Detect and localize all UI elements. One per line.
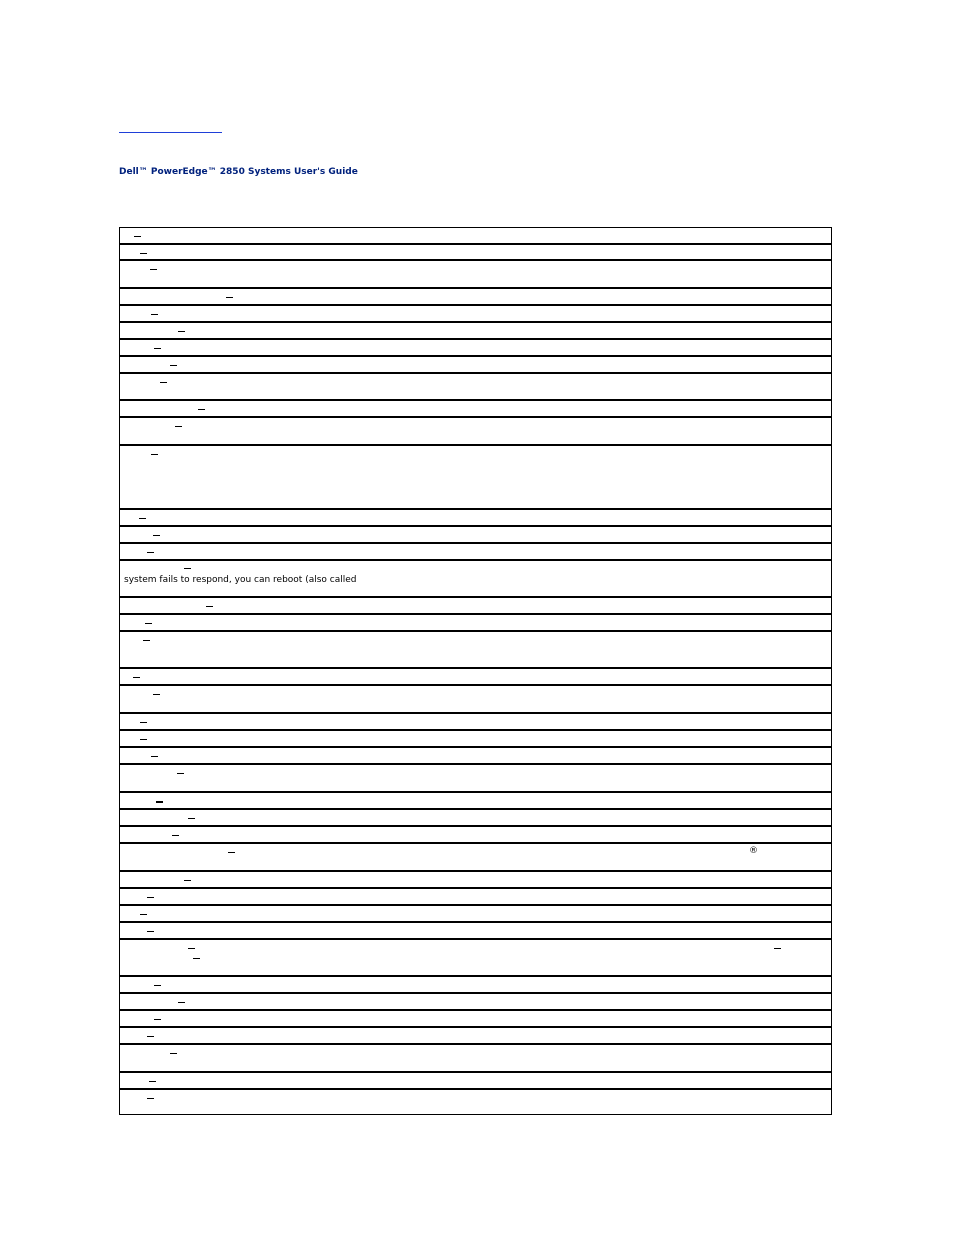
term-dash — [147, 1098, 154, 1099]
glossary-row — [120, 1045, 831, 1073]
term-dash — [172, 835, 179, 836]
term-dash — [140, 914, 147, 915]
glossary-row — [120, 748, 831, 765]
back-to-contents-link[interactable] — [119, 118, 222, 133]
term-dash — [140, 739, 147, 740]
term-dash — [151, 454, 158, 455]
glossary-row — [120, 872, 831, 889]
term-dash — [147, 931, 154, 932]
glossary-row — [120, 561, 831, 598]
term-dash — [178, 331, 185, 332]
glossary-row — [120, 1090, 831, 1115]
glossary-row — [120, 923, 831, 940]
glossary-row — [120, 844, 831, 872]
glossary-row — [120, 598, 831, 615]
glossary-table — [119, 227, 832, 1115]
glossary-row — [120, 669, 831, 686]
glossary-row — [120, 1028, 831, 1045]
glossary-row — [120, 632, 831, 669]
glossary-row — [120, 306, 831, 323]
glossary-row — [120, 793, 831, 810]
term-dash — [160, 382, 167, 383]
term-dash — [156, 801, 163, 803]
term-dash — [147, 897, 154, 898]
term-dash — [154, 1019, 161, 1020]
term-dash — [147, 1036, 154, 1037]
glossary-row — [120, 446, 831, 510]
term-dash — [143, 640, 150, 641]
glossary-row — [120, 340, 831, 357]
term-dash — [170, 1053, 177, 1054]
glossary-row — [120, 810, 831, 827]
term-dash — [188, 818, 195, 819]
glossary-row — [120, 906, 831, 923]
glossary-row — [120, 289, 831, 306]
term-dash — [206, 606, 213, 607]
glossary-row — [120, 714, 831, 731]
glossary-row — [120, 615, 831, 632]
term-dash — [188, 948, 195, 949]
term-dash — [134, 236, 141, 237]
term-dash — [151, 756, 158, 757]
glossary-row — [120, 827, 831, 844]
glossary-row — [120, 323, 831, 340]
guide-title: Dell™ PowerEdge™ 2850 Systems User's Guide — [119, 167, 358, 177]
term-dash — [175, 426, 182, 427]
glossary-row — [120, 228, 831, 245]
term-dash — [133, 677, 140, 678]
term-dash — [154, 348, 161, 349]
glossary-row — [120, 686, 831, 714]
term-dash — [151, 314, 158, 315]
term-dash — [193, 958, 200, 959]
term-dash — [178, 1002, 185, 1003]
term-dash — [153, 694, 160, 695]
term-dash — [226, 297, 233, 298]
glossary-row — [120, 977, 831, 994]
glossary-row — [120, 510, 831, 527]
glossary-row — [120, 544, 831, 561]
term-dash — [154, 985, 161, 986]
term-dash — [153, 535, 160, 536]
glossary-row — [120, 731, 831, 748]
glossary-row — [120, 245, 831, 261]
registered-mark: ® — [749, 846, 758, 856]
glossary-row — [120, 940, 831, 977]
glossary-row — [120, 527, 831, 544]
term-dash — [149, 1081, 156, 1082]
glossary-row — [120, 1011, 831, 1028]
term-dash — [184, 568, 191, 569]
glossary-row — [120, 374, 831, 401]
term-dash — [198, 409, 205, 410]
term-dash — [140, 722, 147, 723]
glossary-row — [120, 765, 831, 793]
term-dash — [139, 518, 146, 519]
glossary-row — [120, 261, 831, 289]
term-dash — [184, 880, 191, 881]
glossary-row — [120, 889, 831, 906]
term-dash — [177, 773, 184, 774]
term-dash — [170, 365, 177, 366]
term-dash — [228, 852, 235, 853]
glossary-row — [120, 401, 831, 418]
definition-text: system fails to respond, you can reboot (also called — [124, 575, 357, 585]
term-dash — [147, 552, 154, 553]
glossary-row — [120, 994, 831, 1011]
term-dash — [145, 623, 152, 624]
term-dash — [140, 253, 147, 254]
term-dash — [150, 269, 157, 270]
glossary-row — [120, 418, 831, 446]
glossary-row — [120, 357, 831, 374]
term-dash — [774, 948, 781, 949]
glossary-row — [120, 1073, 831, 1090]
